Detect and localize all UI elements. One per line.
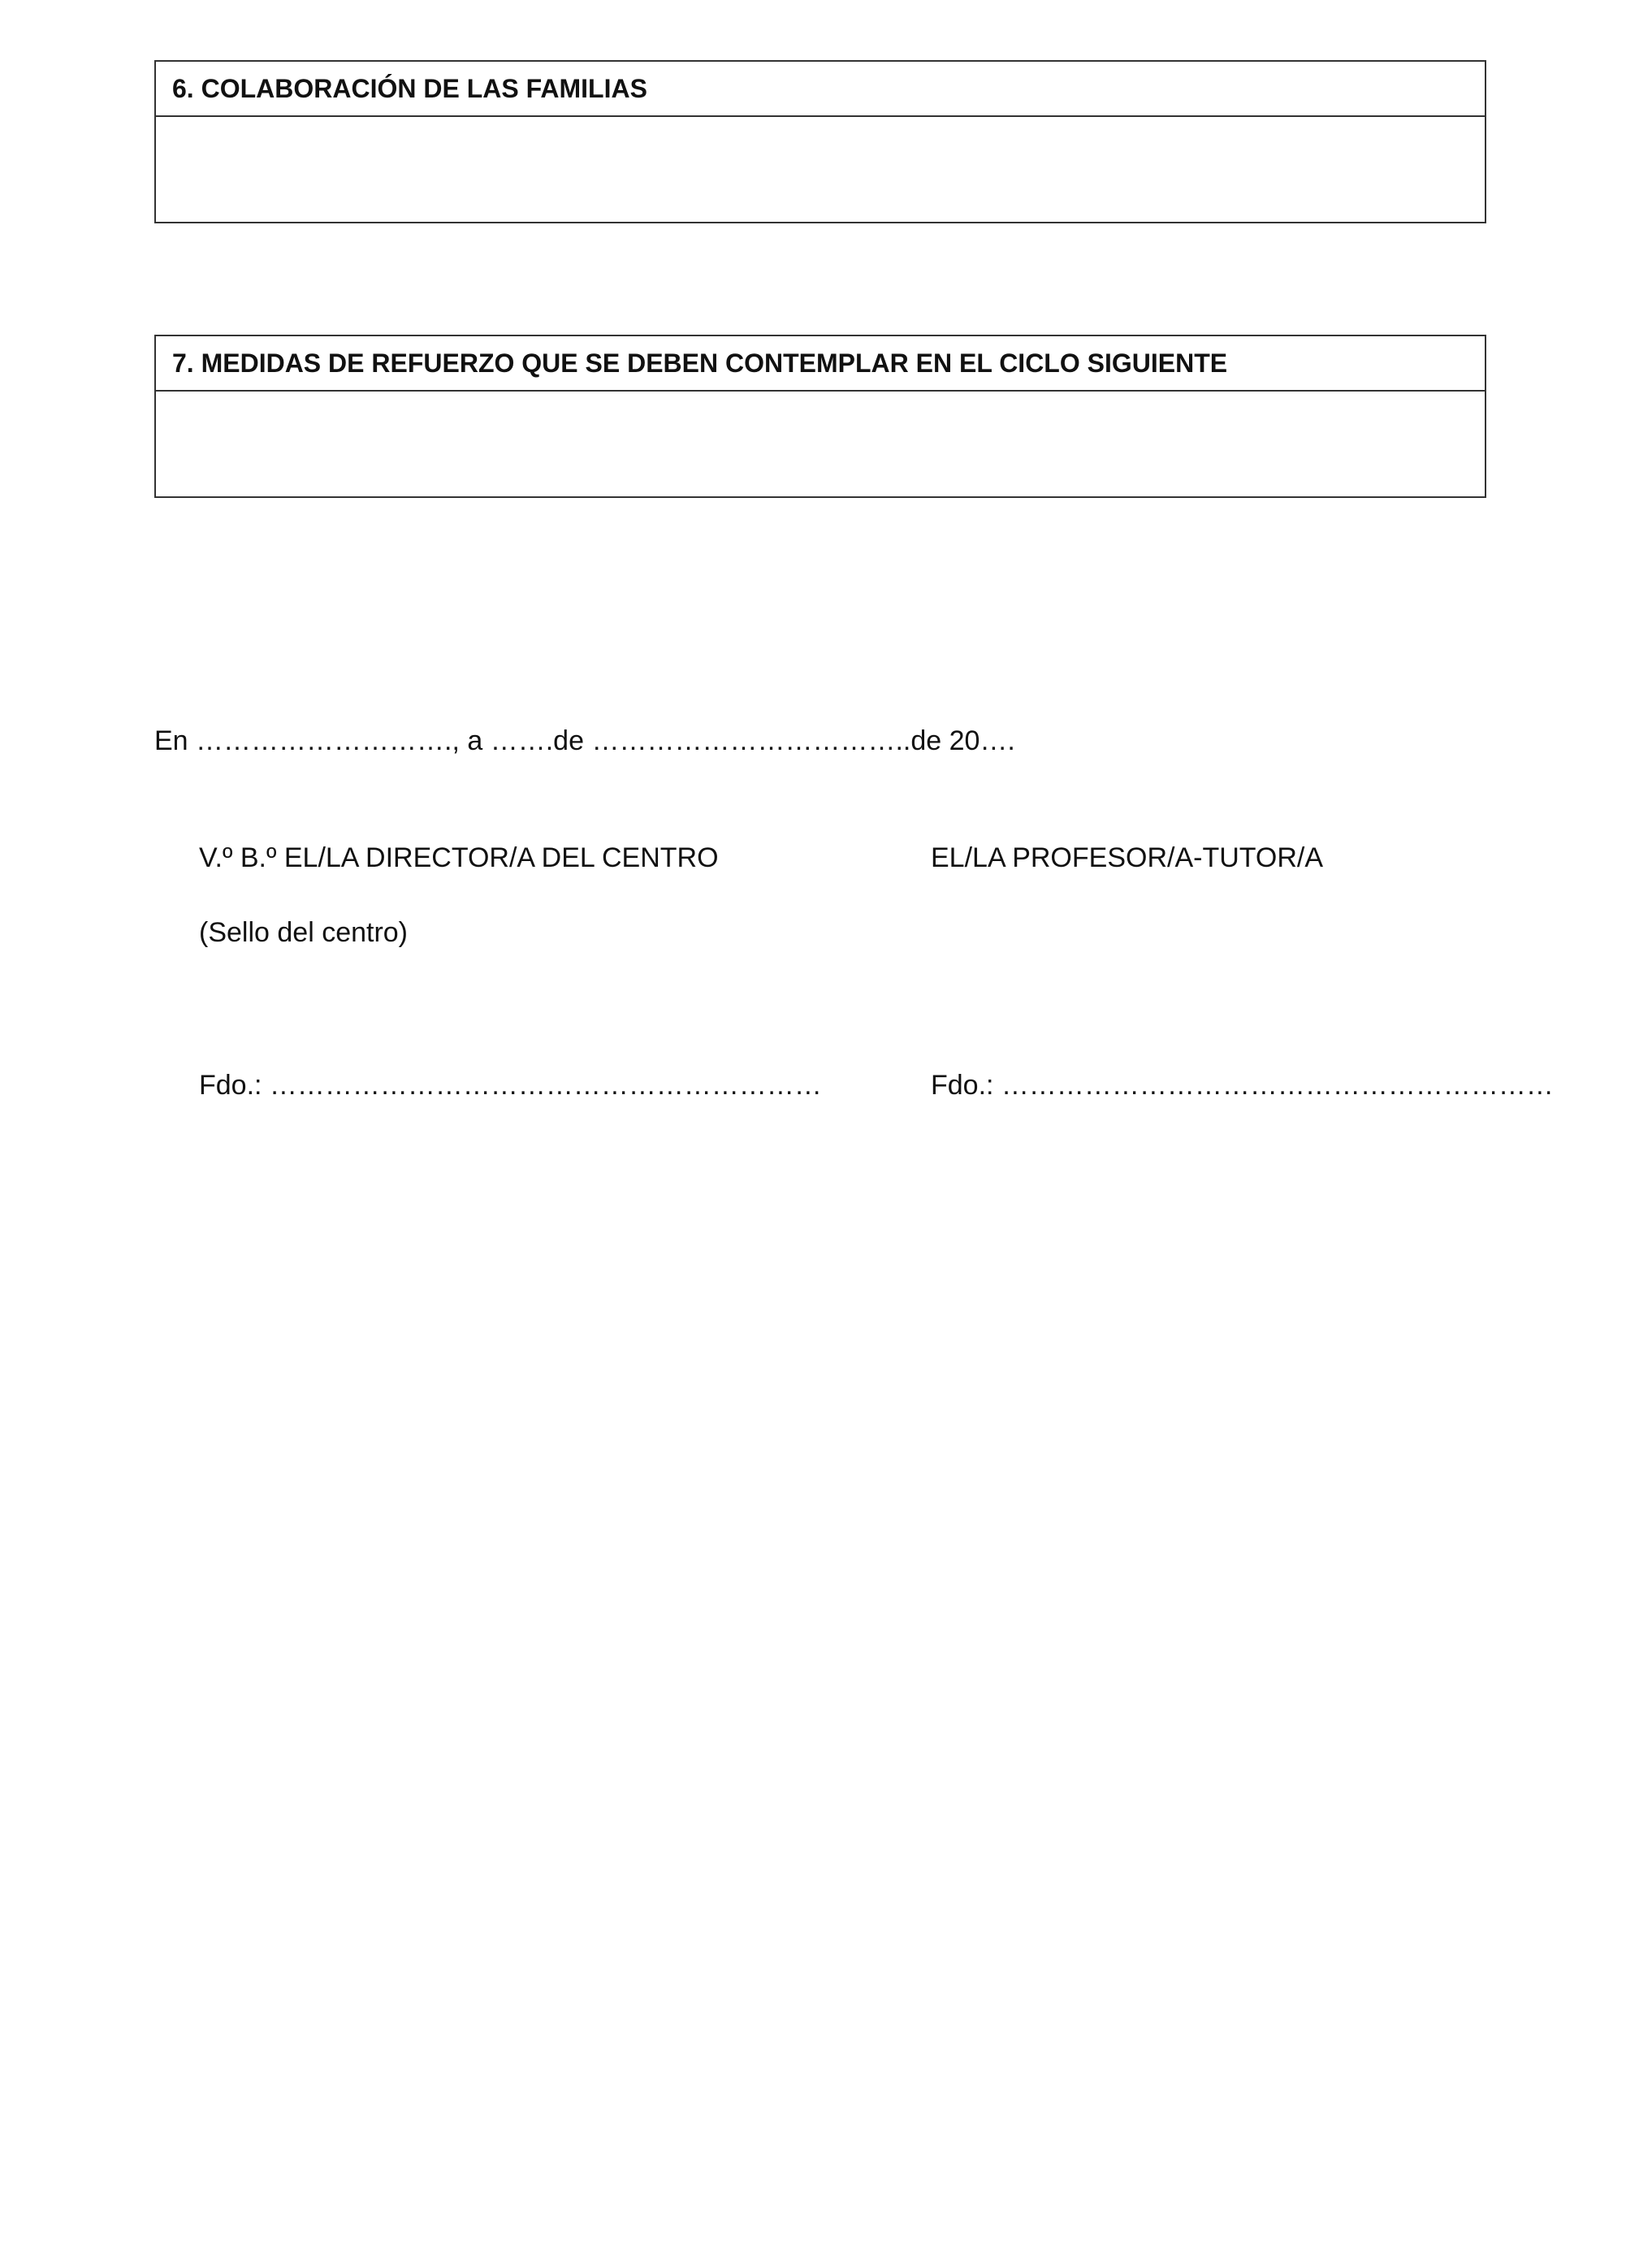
section-content-field[interactable]: [156, 117, 1485, 223]
section-content-field[interactable]: [156, 392, 1485, 497]
section-colaboracion-familias: [154, 60, 1486, 223]
tutor-signature-title: EL/LA PROFESOR/A-TUTOR/A: [931, 842, 1324, 873]
section-title: 6. COLABORACIÓN DE LAS FAMILIAS: [156, 62, 1485, 117]
date-line: En ………………………., a …….de ……………………………..de 20….: [154, 725, 1015, 756]
director-signature-title: V.º B.º EL/LA DIRECTOR/A DEL CENTRO: [199, 842, 719, 873]
section-medidas-refuerzo: [154, 335, 1486, 498]
director-signature-line: Fdo.: ……………………………………………………: [199, 1070, 822, 1101]
stamp-note: (Sello del centro): [199, 917, 409, 948]
section-title: 7. MEDIDAS DE REFUERZO QUE SE DEBEN CONTEMPLAR EN EL CICLO SIGUIENTE: [156, 336, 1485, 392]
tutor-signature-line: Fdo.: ……………………………………………………: [931, 1070, 1554, 1101]
